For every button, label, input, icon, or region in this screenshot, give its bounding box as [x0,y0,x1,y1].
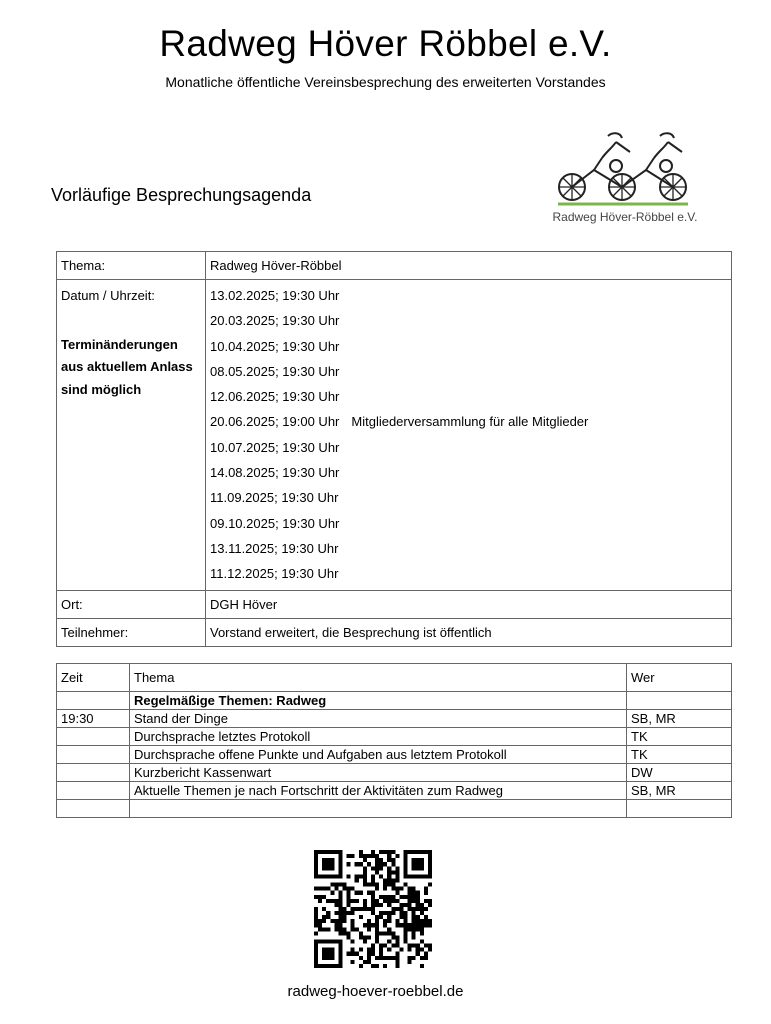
date-line [210,536,727,561]
thema-value: Radweg Höver-Röbbel [206,252,732,280]
zeit-cell [57,800,130,818]
meeting-date: 10.04.2025; 19:30 Uhr [210,338,340,354]
table-row [57,728,732,746]
meeting-date: 10.07.2025; 19:30 Uhr [210,439,340,455]
wer-cell: SB, MR [627,782,732,800]
change-note-line: Terminänderungen [61,336,178,352]
table-row [57,590,732,618]
wer-cell: SB, MR [627,710,732,728]
date-line [210,511,727,536]
date-line [210,334,727,359]
date-line [210,435,727,460]
meeting-info-table [56,251,732,647]
date-line [210,409,727,434]
column-header-thema: Thema [130,664,627,692]
table-row [57,764,732,782]
dates-cell [206,280,732,591]
club-logo [540,128,710,228]
zeit-cell [57,728,130,746]
date-line [210,283,727,308]
document-title: Radweg Höver Röbbel e.V. [159,23,612,64]
change-note-line: sind möglich [61,381,142,397]
thema-cell [130,800,627,818]
meeting-date: 13.02.2025; 19:30 Uhr [210,288,340,303]
website-url[interactable]: radweg-hoever-roebbel.de [287,983,464,1000]
qr-code-icon[interactable] [314,850,432,968]
table-row [57,710,732,728]
wer-cell [627,692,732,710]
thema-cell: Aktuelle Themen je nach Fortschritt der Aktivitäten zum Radweg [130,782,627,800]
zeit-cell [57,764,130,782]
table-row [57,280,732,591]
thema-cell: Kurzbericht Kassenwart [130,764,627,782]
table-row [57,746,732,764]
table-row [57,782,732,800]
date-line [210,561,727,586]
thema-cell: Regelmäßige Themen: Radweg [130,692,627,710]
meeting-date: 08.05.2025; 19:30 Uhr [210,363,340,379]
meeting-date: 13.11.2025; 19:30 Uhr [210,540,339,556]
wer-cell: TK [627,746,732,764]
change-note-line: aus aktuellem Anlass [61,359,193,375]
meeting-date: 20.03.2025; 19:30 Uhr [210,313,340,329]
zeit-cell [57,692,130,710]
thema-cell: Durchsprache letztes Protokoll [130,728,627,746]
zeit-cell [57,782,130,800]
table-row [57,692,732,710]
meeting-date: 12.06.2025; 19:30 Uhr [210,389,340,405]
zeit-cell: 19:30 [57,710,130,728]
meeting-date: 14.08.2025; 19:30 Uhr [210,465,340,481]
date-line [210,460,727,485]
ort-label: Ort: [57,590,206,618]
agenda-heading: Vorläufige Besprechungsagenda [51,185,312,205]
date-line [210,485,727,510]
date-line [210,359,727,384]
meeting-date: 09.10.2025; 19:30 Uhr [210,515,340,531]
thema-label: Thema: [57,252,206,280]
thema-cell: Stand der Dinge [130,710,627,728]
table-row [57,252,732,280]
meeting-date: 20.06.2025; 19:00 Uhr [210,414,340,430]
document-subtitle: Monatliche öffentliche Vereinsbesprechung des erweiterten Vorstandes [165,74,606,90]
table-header-row [57,664,732,692]
agenda-table [56,663,732,818]
wer-cell [627,800,732,818]
column-header-zeit: Zeit [57,664,130,692]
tandem-bicycle-icon [546,128,696,210]
wer-cell: TK [627,728,732,746]
meeting-date: 11.12.2025; 19:30 Uhr [210,566,339,582]
wer-cell: DW [627,764,732,782]
table-row [57,800,732,818]
meeting-date: 11.09.2025; 19:30 Uhr [210,490,339,506]
zeit-cell [57,746,130,764]
ort-value: DGH Höver [206,590,732,618]
column-header-wer: Wer [627,664,732,692]
datum-label: Datum / Uhrzeit: [61,288,155,303]
date-line [210,384,727,409]
thema-cell: Durchsprache offene Punkte und Aufgaben aus letztem Protokoll [130,746,627,764]
meeting-note: Mitgliederversammlung für alle Mitglieder [351,414,589,430]
date-line [210,308,727,333]
table-row [57,618,732,646]
teilnehmer-label: Teilnehmer: [57,618,206,646]
logo-text: Radweg Höver-Röbbel e.V. [552,210,698,224]
teilnehmer-value: Vorstand erweitert, die Besprechung ist öffentlich [206,618,732,646]
datum-label-cell [57,280,206,591]
